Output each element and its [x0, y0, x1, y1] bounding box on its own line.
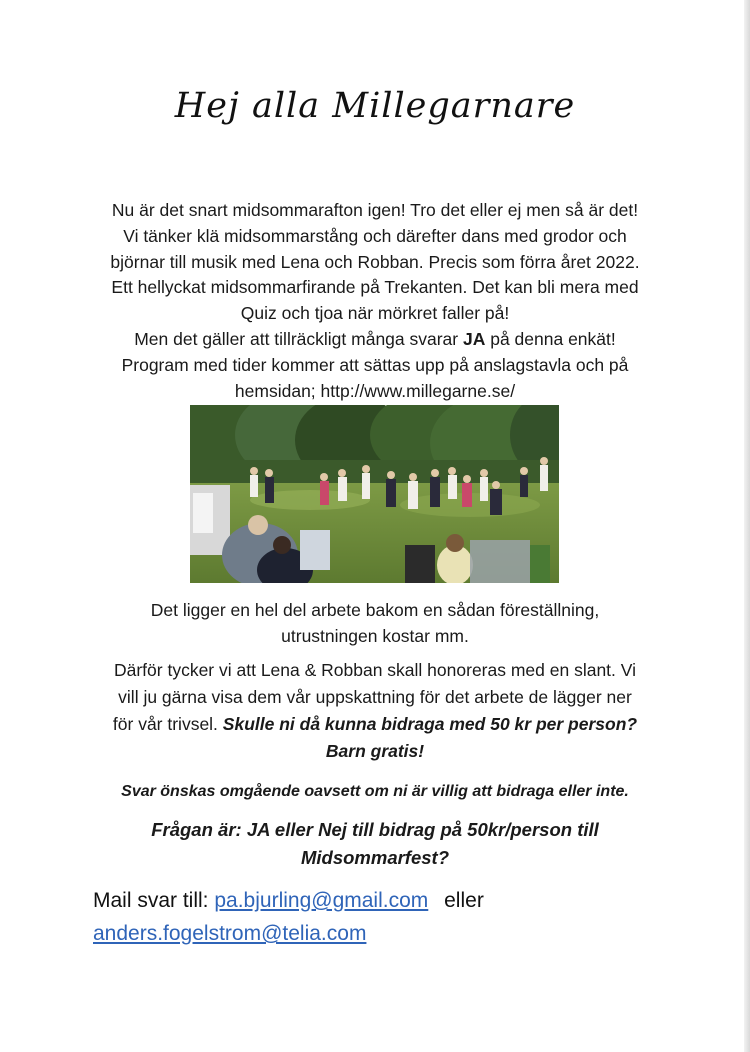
- mail-line-2: [93, 917, 693, 950]
- intro-text: [60, 198, 690, 404]
- survey-text-before: Men det gäller att tillräckligt många svarar: [134, 328, 463, 349]
- honor-line: Därför tycker vi att Lena & Robban skall honoreras med en slant. Vi: [113, 660, 637, 680]
- mail-separator: eller: [444, 889, 484, 912]
- intro-line: Vi tänker klä midsommarstång och därefter dans med grodor och: [123, 225, 627, 246]
- survey-text-after: på denna enkät!: [485, 328, 616, 349]
- program-line: hemsidan; http://www.millegarne.se/: [234, 380, 516, 401]
- page-title: Hej alla Millegarnare: [174, 86, 576, 126]
- question-line: Frågan är: JA eller Nej till bidrag på 50kr/person till: [151, 819, 599, 840]
- honor-paragraph: [60, 657, 690, 765]
- email-link-1[interactable]: pa.bjurling@gmail.com: [214, 889, 429, 912]
- question-line: Midsommarfest?: [300, 847, 450, 868]
- honor-line3-plain: för vår trivsel.: [112, 714, 223, 734]
- contribution-question: Skulle ni då kunna bidraga med 50 kr per person?: [222, 714, 638, 734]
- intro-line: björnar till musik med Lena och Robban. Precis som förra året 2022.: [110, 251, 640, 272]
- party-photo: [190, 405, 559, 583]
- mail-section: [93, 884, 693, 950]
- email-link-2[interactable]: anders.fogelstrom@telia.com: [93, 922, 367, 945]
- intro-line: Nu är det snart midsommarafton igen! Tro det eller ej men så är det!: [111, 200, 639, 220]
- children-free: Barn gratis!: [325, 741, 425, 761]
- survey-bold-ja: JA: [462, 328, 486, 349]
- work-line: utrustningen kostar mm.: [281, 626, 469, 646]
- answer-request: Svar önskas omgående oavsett om ni är villig att bidraga eller inte.: [121, 783, 629, 800]
- page-edge: [744, 0, 750, 1052]
- survey-line: [60, 327, 690, 353]
- honor-line: vill ju gärna visa dem vår uppskattning för det arbete de lägger ner: [118, 687, 632, 707]
- question-paragraph: [60, 816, 690, 872]
- mail-line: [93, 884, 693, 917]
- work-paragraph: [60, 597, 690, 649]
- work-line: Det ligger en hel del arbete bakom en sådan föreställning,: [150, 600, 600, 620]
- mail-label: Mail svar till:: [93, 889, 209, 912]
- intro-line: Ett hellyckat midsommarfirande på Trekanten. Det kan bli mera med: [111, 277, 639, 298]
- program-line: Program med tider kommer att sättas upp på anslagstavla och på: [121, 354, 629, 375]
- intro-line: Quiz och tjoa när mörkret faller på!: [240, 303, 510, 324]
- honor-line: [60, 711, 690, 738]
